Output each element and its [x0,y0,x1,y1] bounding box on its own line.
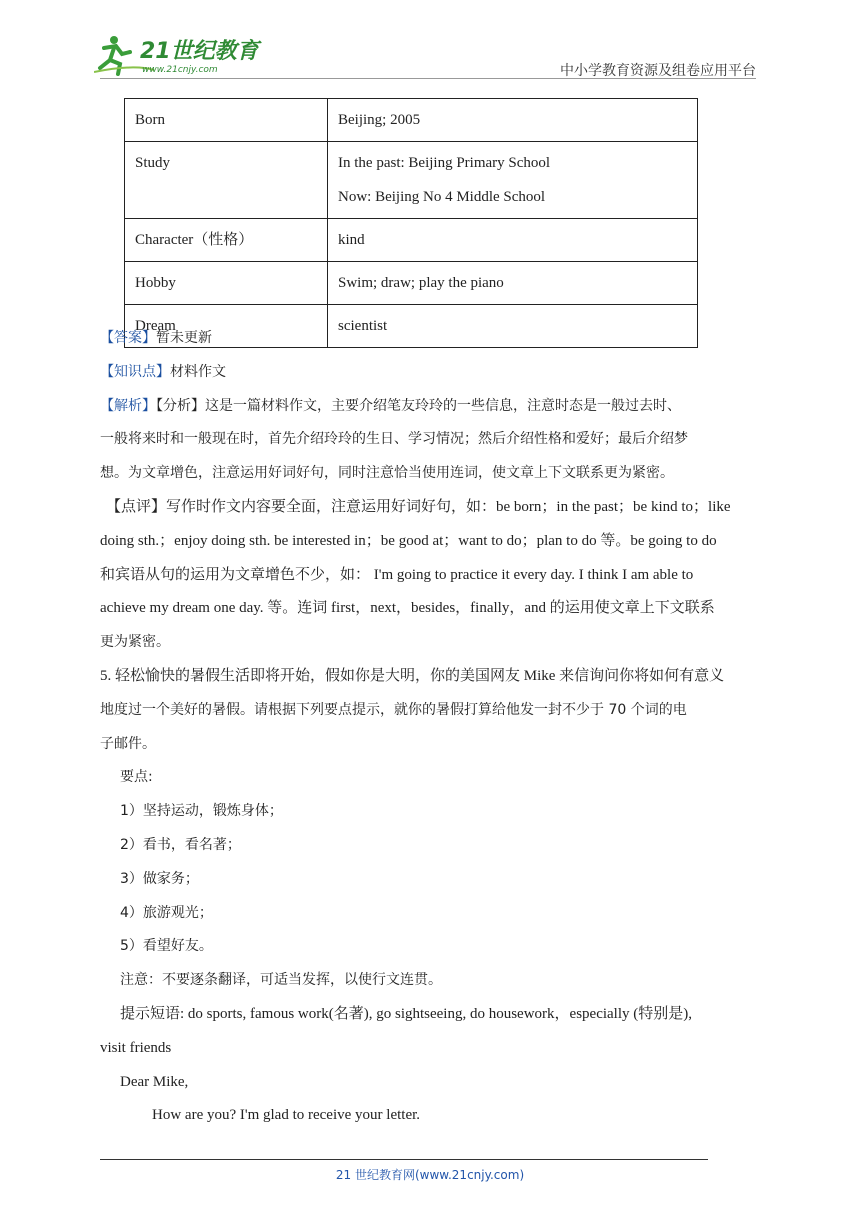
footer-text: 21 世纪教育网(www.21cnjy.com) [335,1168,525,1182]
analysis-line [100,390,760,424]
analysis-tag: 【解析】 [100,397,156,414]
footer-divider [100,1159,708,1160]
logo-url: www.21cnjy.com [142,65,218,75]
site-logo [94,34,264,76]
table-key: Study [125,142,328,219]
knowledge-line [100,356,760,390]
knowledge-text: 材料作文 [170,363,226,380]
analysis-text: 【分析】这是一篇材料作文，主要介绍笔友玲玲的一些信息，注意时态是一般过去时、 [156,397,681,414]
hint-line: visit friends [100,1039,172,1056]
question-line: 5. 轻松愉快的暑假生活即将开始，假如你是大明，你的美国网友 Mike 来信询问你将如何有意义 [100,667,725,684]
answer-tag: 【答案】 [100,330,156,346]
points-label: 要点: [120,769,153,786]
table-value: Beijing; 2005 [328,99,698,142]
document-body [100,322,760,1133]
point-item: 3）做家务； [120,870,199,887]
answer-text: 暂未更新 [156,330,212,346]
comment-line: doing sth.；enjoy doing sth. be interested in；be good at；want to do；plan to do 等。be going to do [100,532,717,549]
question-line: 地度过一个美好的暑假。请根据下列要点提示，就你的暑假打算给他发一封不少于 70 个词的电 [100,701,687,718]
table-row [125,219,698,262]
table-value [328,142,698,219]
table-key: Born [125,99,328,142]
point-item: 5）看望好友。 [120,938,213,955]
comment-line: 【点评】写作时作文内容要全面，注意运用好词好句，如：be born；in the past；be kind to；like [106,498,731,515]
info-table [124,98,698,348]
table-key: Character（性格） [125,219,328,262]
table-row [125,142,698,219]
logo-text: 21世纪教育 [140,39,259,64]
comment-line: 和宾语从句的运用为文章增色不少，如： I'm going to practice it every day. I think I am able to [100,566,694,583]
table-key: Hobby [125,262,328,305]
table-value: kind [328,219,698,262]
table-row [125,262,698,305]
note-line: 注意：不要逐条翻译，可适当发挥，以使行文连贯。 [120,972,442,989]
page-header [0,0,860,82]
table-value-line: Now: Beijing No 4 Middle School [338,189,546,205]
table-row [125,99,698,142]
letter-opening: How are you? I'm glad to receive your letter. [152,1107,421,1124]
point-item: 2）看书，看名著； [120,836,241,853]
header-platform-text: 中小学教育资源及组卷应用平台 [560,63,756,79]
table-value: Swim; draw; play the piano [328,262,698,305]
question-line: 子邮件。 [100,735,156,752]
hint-line: 提示短语: do sports, famous work(名著), go sightseeing, do housework，especially (特别是), [120,1005,693,1022]
point-item: 1）坚持运动，锻炼身体； [120,803,283,820]
header-divider [100,78,756,79]
analysis-line: 一般将来时和一般现在时，首先介绍玲玲的生日、学习情况；然后介绍性格和爱好；最后介绍梦 [100,431,688,448]
table-key: Dream [125,305,328,348]
point-item: 4）旅游观光； [120,904,213,921]
comment-line: 更为紧密。 [100,634,170,651]
knowledge-tag: 【知识点】 [100,363,170,380]
answer-line [100,322,760,356]
table-value: scientist [328,305,698,348]
analysis-line: 想。为文章增色，注意运用好词好句，同时注意恰当使用连词，使文章上下文联系更为紧密。 [100,465,674,482]
letter-greeting: Dear Mike, [120,1073,189,1090]
table-value-line: In the past: Beijing Primary School [338,155,551,171]
comment-line: achieve my dream one day. 等。连词 first，next，besides，finally，and 的运用使文章上下文联系 [100,600,715,617]
